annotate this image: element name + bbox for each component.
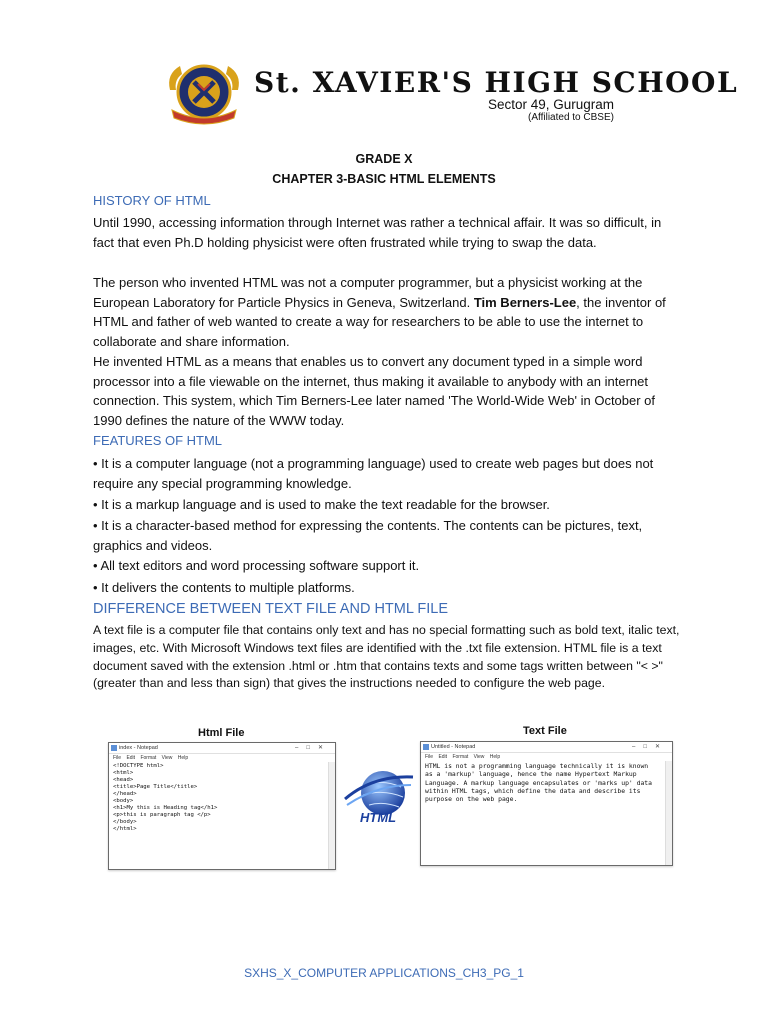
text-notepad-menu: File Edit Format View Help (425, 754, 501, 760)
school-address: Sector 49, Gurugram (488, 97, 615, 112)
feature-item: • It is a markup language and is used to make the text readable for the browser. (93, 497, 550, 512)
window-controls-icon: –□✕ (632, 744, 668, 750)
history-paragraph-2 (93, 273, 683, 351)
feature-item: • All text editors and word processing software support it. (93, 558, 420, 573)
difference-heading: DIFFERENCE BETWEEN TEXT FILE AND HTML FILE (93, 601, 449, 617)
school-logo (164, 60, 244, 128)
text-window-title: Untitled - Notepad (431, 744, 476, 750)
feature-item: • It is a character-based method for expressing the contents. The contents can be pictures, text, graphics and videos. (93, 518, 643, 553)
history-p2-text: The person who invented HTML was not a computer programmer, but a physicist working at the European Laboratory for Particle Physics in Geneva, Switzerland. (93, 275, 643, 310)
history-paragraph-3: He invented HTML as a means that enables us to convert any document typed in a simple word processor into a file viewable on the internet, thus making it available to anybody with an internet connection. This system, which Tim Berners-Lee later named 'The World-Wide Web' in October of 1990 defines the nature of the WWW today. (93, 354, 656, 428)
text-notepad-window (420, 741, 673, 866)
text-notepad-titlebar (421, 742, 672, 753)
text-file-caption: Text File (523, 725, 567, 737)
history-paragraph-1: Until 1990, accessing information through Internet was rather a technical affair. It was so difficult, in fact that even Ph.D holding physicist were often frustrated while trying to swap the data. (93, 215, 662, 250)
feature-item: • It delivers the contents to multiple platforms. (93, 580, 355, 595)
text-file-content: HTML is not a programming language technically it is known as a 'markup' language, hence the name Hypertext Markup Language. A markup language encapsulates or 'marks up' data within HTML tags, which define the data and describe its purpose on the web page. (425, 762, 653, 804)
history-p2-text-end: , the inventor of HTML and father of web wanted to create a way for researchers to be able to use the internet to collaborate and share information. (93, 294, 666, 349)
history-heading: HISTORY OF HTML (93, 193, 211, 208)
notepad-icon (423, 744, 429, 750)
scrollbar (328, 762, 335, 869)
notepad-icon (111, 745, 117, 751)
school-affiliation: (Affiliated to CBSE) (528, 112, 614, 123)
html-code-content: <!DOCTYPE html> <html> <head> <title>Page Title</title> </head> <body> <h1>My this is Heading tag</h1> <p>this is paragraph tag </p> </body> </html> (113, 763, 218, 832)
html-notepad-window (108, 742, 336, 870)
features-heading: FEATURES OF HTML (93, 433, 223, 448)
difference-paragraph: A text file is a computer file that contains only text and has no special formatting such as bold text, italic text, images, etc. With Microsoft Windows text files are identified with the .txt file extension. HTML file is a text document saved with the extension .html or .htm that contains texts and some tags written between "< >"(greater than and less than sign) that gives the instructions needed to configure the web page. (93, 623, 680, 691)
inventor-name: Tim Berners-Lee (473, 294, 577, 310)
html-window-title: index - Notepad (119, 745, 158, 751)
grade-title: GRADE X (355, 152, 413, 166)
page-footer: SXHS_X_COMPUTER APPLICATIONS_CH3_PG_1 (244, 966, 524, 980)
chapter-title: CHAPTER 3-BASIC HTML ELEMENTS (272, 172, 496, 186)
html-file-caption: Html File (198, 727, 245, 739)
school-name: St. XAVIER'S HIGH SCHOOL (254, 66, 739, 99)
scrollbar (665, 761, 672, 865)
html-notepad-titlebar (109, 743, 335, 754)
html-notepad-menu: File Edit Format View Help (113, 755, 189, 761)
feature-item: • It is a computer language (not a programming language) used to create web pages but does not require any special programming knowledge. (93, 456, 654, 491)
globe-label: HTML (360, 810, 397, 825)
window-controls-icon: –□✕ (295, 745, 331, 751)
